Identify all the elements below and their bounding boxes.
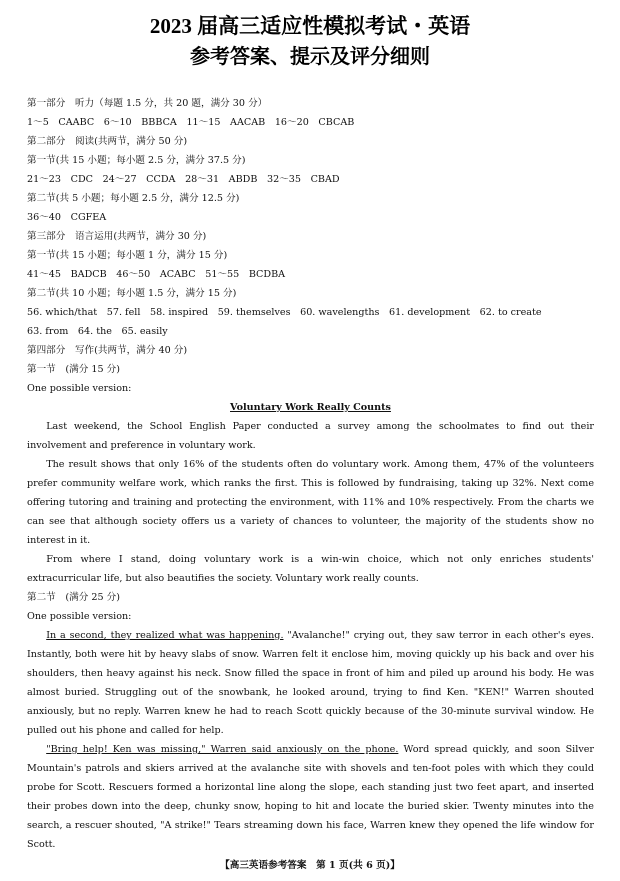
- possible-version-label: One possible version:: [27, 383, 132, 394]
- essay2-paragraph-2: [27, 740, 594, 854]
- essay1-paragraph-2: The result shows that only 16% of the students often do voluntary work. Among them, 47% of the volunteers prefer community welfare work, which ranks the first. This is followed by fundraising, taking up 32%. Next come offering tutoring and training and protecting the environment, with 11% and 10% respectively. From the charts we can see that although society offers us a variety of chances to volunteer, the majority of the students show no interest in it.: [27, 459, 594, 546]
- page-title: 2023 届高三适应性模拟考试・英语: [149, 14, 471, 38]
- essay2-p2-lead: "Bring help! Ken was missing," Warren said anxiously on the phone.: [46, 744, 399, 755]
- part3-section1-heading: 第一节(共 15 小题；每小题 1 分，满分 15 分): [27, 250, 228, 261]
- part2-heading: 第二部分 阅读(共两节，满分 50 分): [27, 136, 188, 147]
- essay-title: [27, 398, 594, 417]
- part1-heading: 第一部分 听力（每题 1.5 分，共 20 题，满分 30 分）: [27, 98, 268, 109]
- essay1-paragraph-1: Last weekend, the School English Paper conducted a survey among the schoolmates to find out their involvement and preference in voluntary work.: [27, 421, 594, 451]
- essay1-paragraph-3: From where I stand, doing voluntary work is a win-win choice, which not only enriches students' extracurricular life, but also beautifies the society. Voluntary work really counts.: [27, 554, 594, 584]
- part4-heading: 第四部分 写作(共两节，满分 40 分): [27, 345, 188, 356]
- answer-content: [27, 94, 594, 854]
- part2-section2-answers: 36～40 CGFEA: [27, 212, 107, 223]
- part4-section1-heading: 第一节 (满分 15 分): [27, 364, 120, 375]
- section2-heading: 第二节 (满分 25 分): [27, 592, 120, 603]
- essay2-p1-rest: "Avalanche!" crying out, they saw terror in each other's eyes. Instantly, both were hit by heavy slabs of snow. Warren felt it enclose him, moving quickly up his back and over his shoulders, then heavy against his neck. Snow filled the space in front of him and piled up around his body. He was almost buried. Struggling out of the snowbank, he looked around, trying to find Ken. "KEN!" Warren shouted anxiously, but no reply. Warren knew he had to reach Scott quickly because of the 30-minute survival window. He pulled out his phone and called for help.: [27, 630, 594, 736]
- part3-section2-answers-line1: 56. which/that 57. fell 58. inspired 59. themselves 60. wavelengths 61. development 62. to create: [27, 307, 542, 318]
- part1-answers: 1～5 CAABC 6～10 BBBCA 11～15 AACAB 16～20 CBCAB: [27, 117, 355, 128]
- part3-section1-answers: 41～45 BADCB 46～50 ACABC 51～55 BCDBA: [27, 269, 286, 280]
- part3-section2-answers-line2: 63. from 64. the 65. easily: [27, 326, 168, 337]
- part2-section1-heading: 第一节(共 15 小题；每小题 2.5 分，满分 37.5 分): [27, 155, 246, 166]
- essay-title-text: Voluntary Work Really Counts: [230, 402, 391, 413]
- part2-section1-answers: 21～23 CDC 24～27 CCDA 28～31 ABDB 32～35 CBAD: [27, 174, 340, 185]
- page-footer: 【高三英语参考答案 第 1 页(共 6 页)】: [220, 860, 400, 871]
- part2-section2-heading: 第二节(共 5 小题；每小题 2.5 分，满分 12.5 分): [27, 193, 240, 204]
- essay2-p2-rest: Word spread quickly, and soon Silver Mountain's patrols and skiers arrived at the avalanche site with shovels and ten-foot poles with which they could probe for Scott. Rescuers formed a horizontal line along the slope, each standing just two feet apart, and inserted their probes down into the deep, chunky snow, hoping to hit and locate the buried skier. Twenty minutes into the search, a rescuer shouted, "A strike!" Tears streaming down his face, Warren knew they opened the life window for Scott.: [27, 744, 595, 850]
- part3-section2-heading: 第二节(共 10 小题；每小题 1.5 分，满分 15 分): [27, 288, 237, 299]
- essay2-p1-lead: In a second, they realized what was happening.: [46, 630, 284, 641]
- page-subtitle: 参考答案、提示及评分细则: [190, 46, 430, 68]
- essay2-paragraph-1: [27, 626, 594, 740]
- possible-version-label-2: One possible version:: [27, 611, 132, 622]
- part3-heading: 第三部分 语言运用(共两节，满分 30 分): [27, 231, 207, 242]
